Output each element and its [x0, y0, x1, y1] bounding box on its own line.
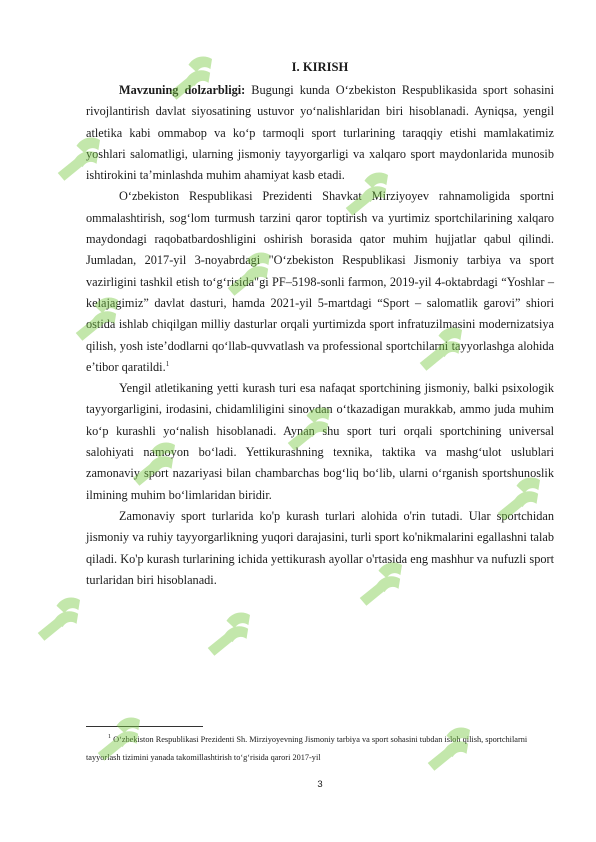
footnote-reference[interactable]: 1 [165, 359, 170, 368]
paragraph-lead: Mavzuning dolzarbligi: [119, 83, 246, 97]
paragraph-text: Yengil atletikaning yetti kurash turi esa nafaqat sportchining jismoniy, balki psixologik tayyorgarligini, irodasini, chidamliligini sinovdan o‘tkazadigan murakkab, ammo juda muhim ko‘p kurashli yo‘nalish hisoblanadi. Aynan shu sport turi orqali sportchining universal salohiyati namoyon bo‘ladi. Yettikurashning texnika, taktika va mashg‘ulot uslublari zamonaviy sport nazariyasi bilan chambarchas bog‘liq bo‘lib, ularni o‘rganish sportshunoslik ilmining muhim bo‘limlaridan biridir. [86, 381, 554, 502]
footnote-number: 1 [108, 734, 111, 741]
paragraph-text: Bugungi kunda O‘zbekiston Respublikasida sport sohasini rivojlantirish davlat siyosatining ustuvor yo‘nalishlaridan biri hisoblanadi. Ayniqsa, yengil atletika kabi ommabop va ko‘p tarmoqli sport turlarining taraqqiy etishi mamlakatimiz yoshlari salomatligi, ularning jismoniy tayyorgarligi va xalqaro sport maydonlarida munosib ishtirokini ta’minlashda muhim ahamiyat kasb etadi. [86, 83, 554, 183]
paragraph-text: O‘zbekiston Respublikasi Prezidenti Shavkat Mirziyoyev rahnamoligida sportni ommalashtirish, sog‘lom turmush tarzini qaror toptirish va yurtimiz sportchilarining xalqaro maydondagi raqobatbardoshligini oshirish borasida qator muhim hujjatlar qabul qilindi. Jumladan, 2017-yil 3-noyabrdagi "O‘zbekiston Respublikasi Jismoniy tarbiya va sport vazirligini tashkil etish to‘g‘risida"gi PF–5198-sonli farmon, 2019-yil 4-oktabrdagi “Yoshlar – kelajagimiz” davlat dasturi, hamda 2021-yil 5-martdagi “Sport – salomatlik garovi” shiori ostida ishlab chiqilgan milliy dasturlar orqali yurtimizda sport infratuzilmasini modernizatsiya qilish, yosh iste’dodlarni qo‘llab-quvvatlash va professional sportchilarni tayyorlashga alohida e’tibor qaratildi. [86, 189, 554, 374]
paragraph-3 [86, 378, 554, 506]
paragraph-4 [86, 506, 554, 591]
footnote-text [86, 731, 554, 766]
section-heading: I. KIRISH [291, 60, 349, 74]
footnote-body: O‘zbekiston Respublikasi Prezidenti Sh. Mirziyoyevning Jismoniy tarbiya va sport sohasini tubdan isloh qilish, sportchilarni tayyorlash tizimini yanada takomillashtirish to‘g‘risida qarori 2017-yil [86, 735, 528, 762]
document-page [86, 0, 554, 842]
footnote-divider [86, 726, 203, 727]
page-number: 3 [317, 779, 323, 790]
paragraph-1 [86, 80, 554, 186]
paragraph-text: Zamonaviy sport turlarida ko'p kurash turlari alohida o'rin tutadi. Ular sportchidan jismoniy va ruhiy tayyorgarlikning yuqori darajasini, turli sport ko'nikmalarini egallashni talab qiladi. Ko'p kurash turlarining ichida yettikurash ayollar o'rtasida eng mashhur va nufuzli sport turlaridan biri hisoblanadi. [86, 508, 554, 587]
body-text [86, 80, 554, 591]
footnote [86, 731, 554, 766]
paragraph-2 [86, 186, 554, 378]
